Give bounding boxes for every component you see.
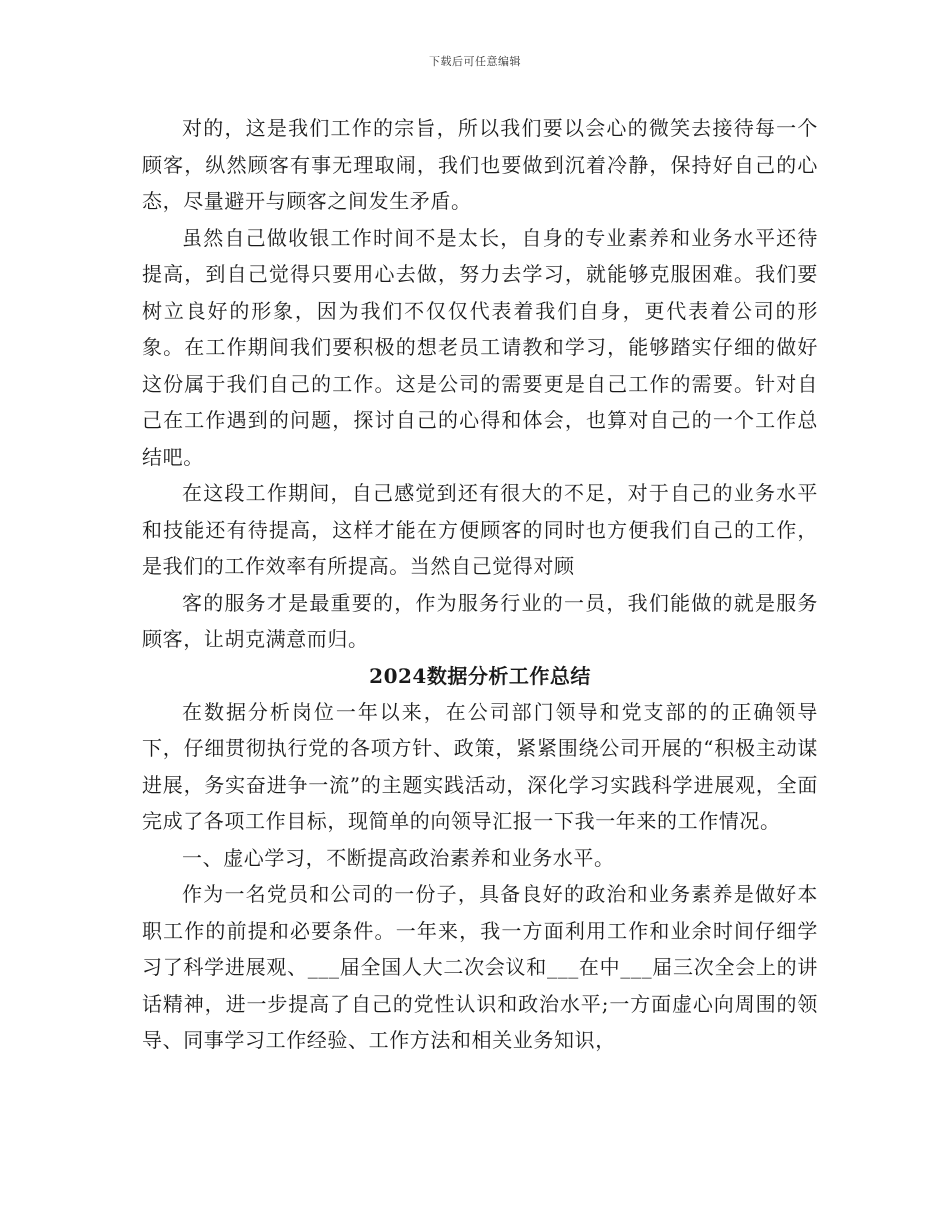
paragraph: 作为一名党员和公司的一份子，具备良好的政治和业务素养是做好本职工作的前提和必要条件。一年来，我一方面利用工作和业余时间仔细学习了科学进展观、___届全国人大二次会议和___在中___届三次全会上的讲话精神，进一步提高了自己的党性认识和政治水平;一方面虚心向周围的领导、同事学习工作经验、工作方法和相关业务知识，	[142, 882, 818, 1052]
page-header-note: 下载后可任意编辑	[429, 55, 521, 68]
paragraph: 在数据分析岗位一年以来，在公司部门领导和党支部的的正确领导下，仔细贯彻执行党的各项方针、政策，紧紧围绕公司开展的“积极主动谋进展，务实奋进争一流”的主题实践活动，深化学习实践科学进展观，全面完成了各项工作目标，现简单的向领导汇报一下我一年来的工作情况。	[142, 699, 818, 833]
paragraph: 在这段工作期间，自己感觉到还有很大的不足，对于自己的业务水平和技能还有待提高，这样才能在方便顾客的同时也方便我们自己的工作，是我们的工作效率有所提高。当然自己觉得对顾	[142, 481, 818, 578]
paragraph: 一、虚心学习，不断提高政治素养和业务水平。	[182, 845, 615, 870]
paragraph: 对的，这是我们工作的宗旨，所以我们要以会心的微笑去接待每一个顾客，纵然顾客有事无理取闹，我们也要做到沉着冷静，保持好自己的心态，尽量避开与顾客之间发生矛盾。	[142, 116, 818, 213]
paragraph: 客的服务才是最重要的，作为服务行业的一员，我们能做的就是服务顾客，让胡克满意而归。	[142, 590, 818, 651]
section-title: 2024数据分析工作总结	[369, 663, 591, 688]
paragraph: 虽然自己做收银工作时间不是太长，自身的专业素养和业务水平还待提高，到自己觉得只要用心去做，努力去学习，就能够克服困难。我们要树立良好的形象，因为我们不仅仅代表着我们自身，更代表着公司的形象。在工作期间我们要积极的想老员工请教和学习，能够踏实仔细的做好这份属于我们自己的工作。这是公司的需要更是自己工作的需要。针对自己在工作遇到的问题，探讨自己的心得和体会，也算对自己的一个工作总结吧。	[142, 225, 818, 469]
document-body	[142, 110, 818, 1059]
